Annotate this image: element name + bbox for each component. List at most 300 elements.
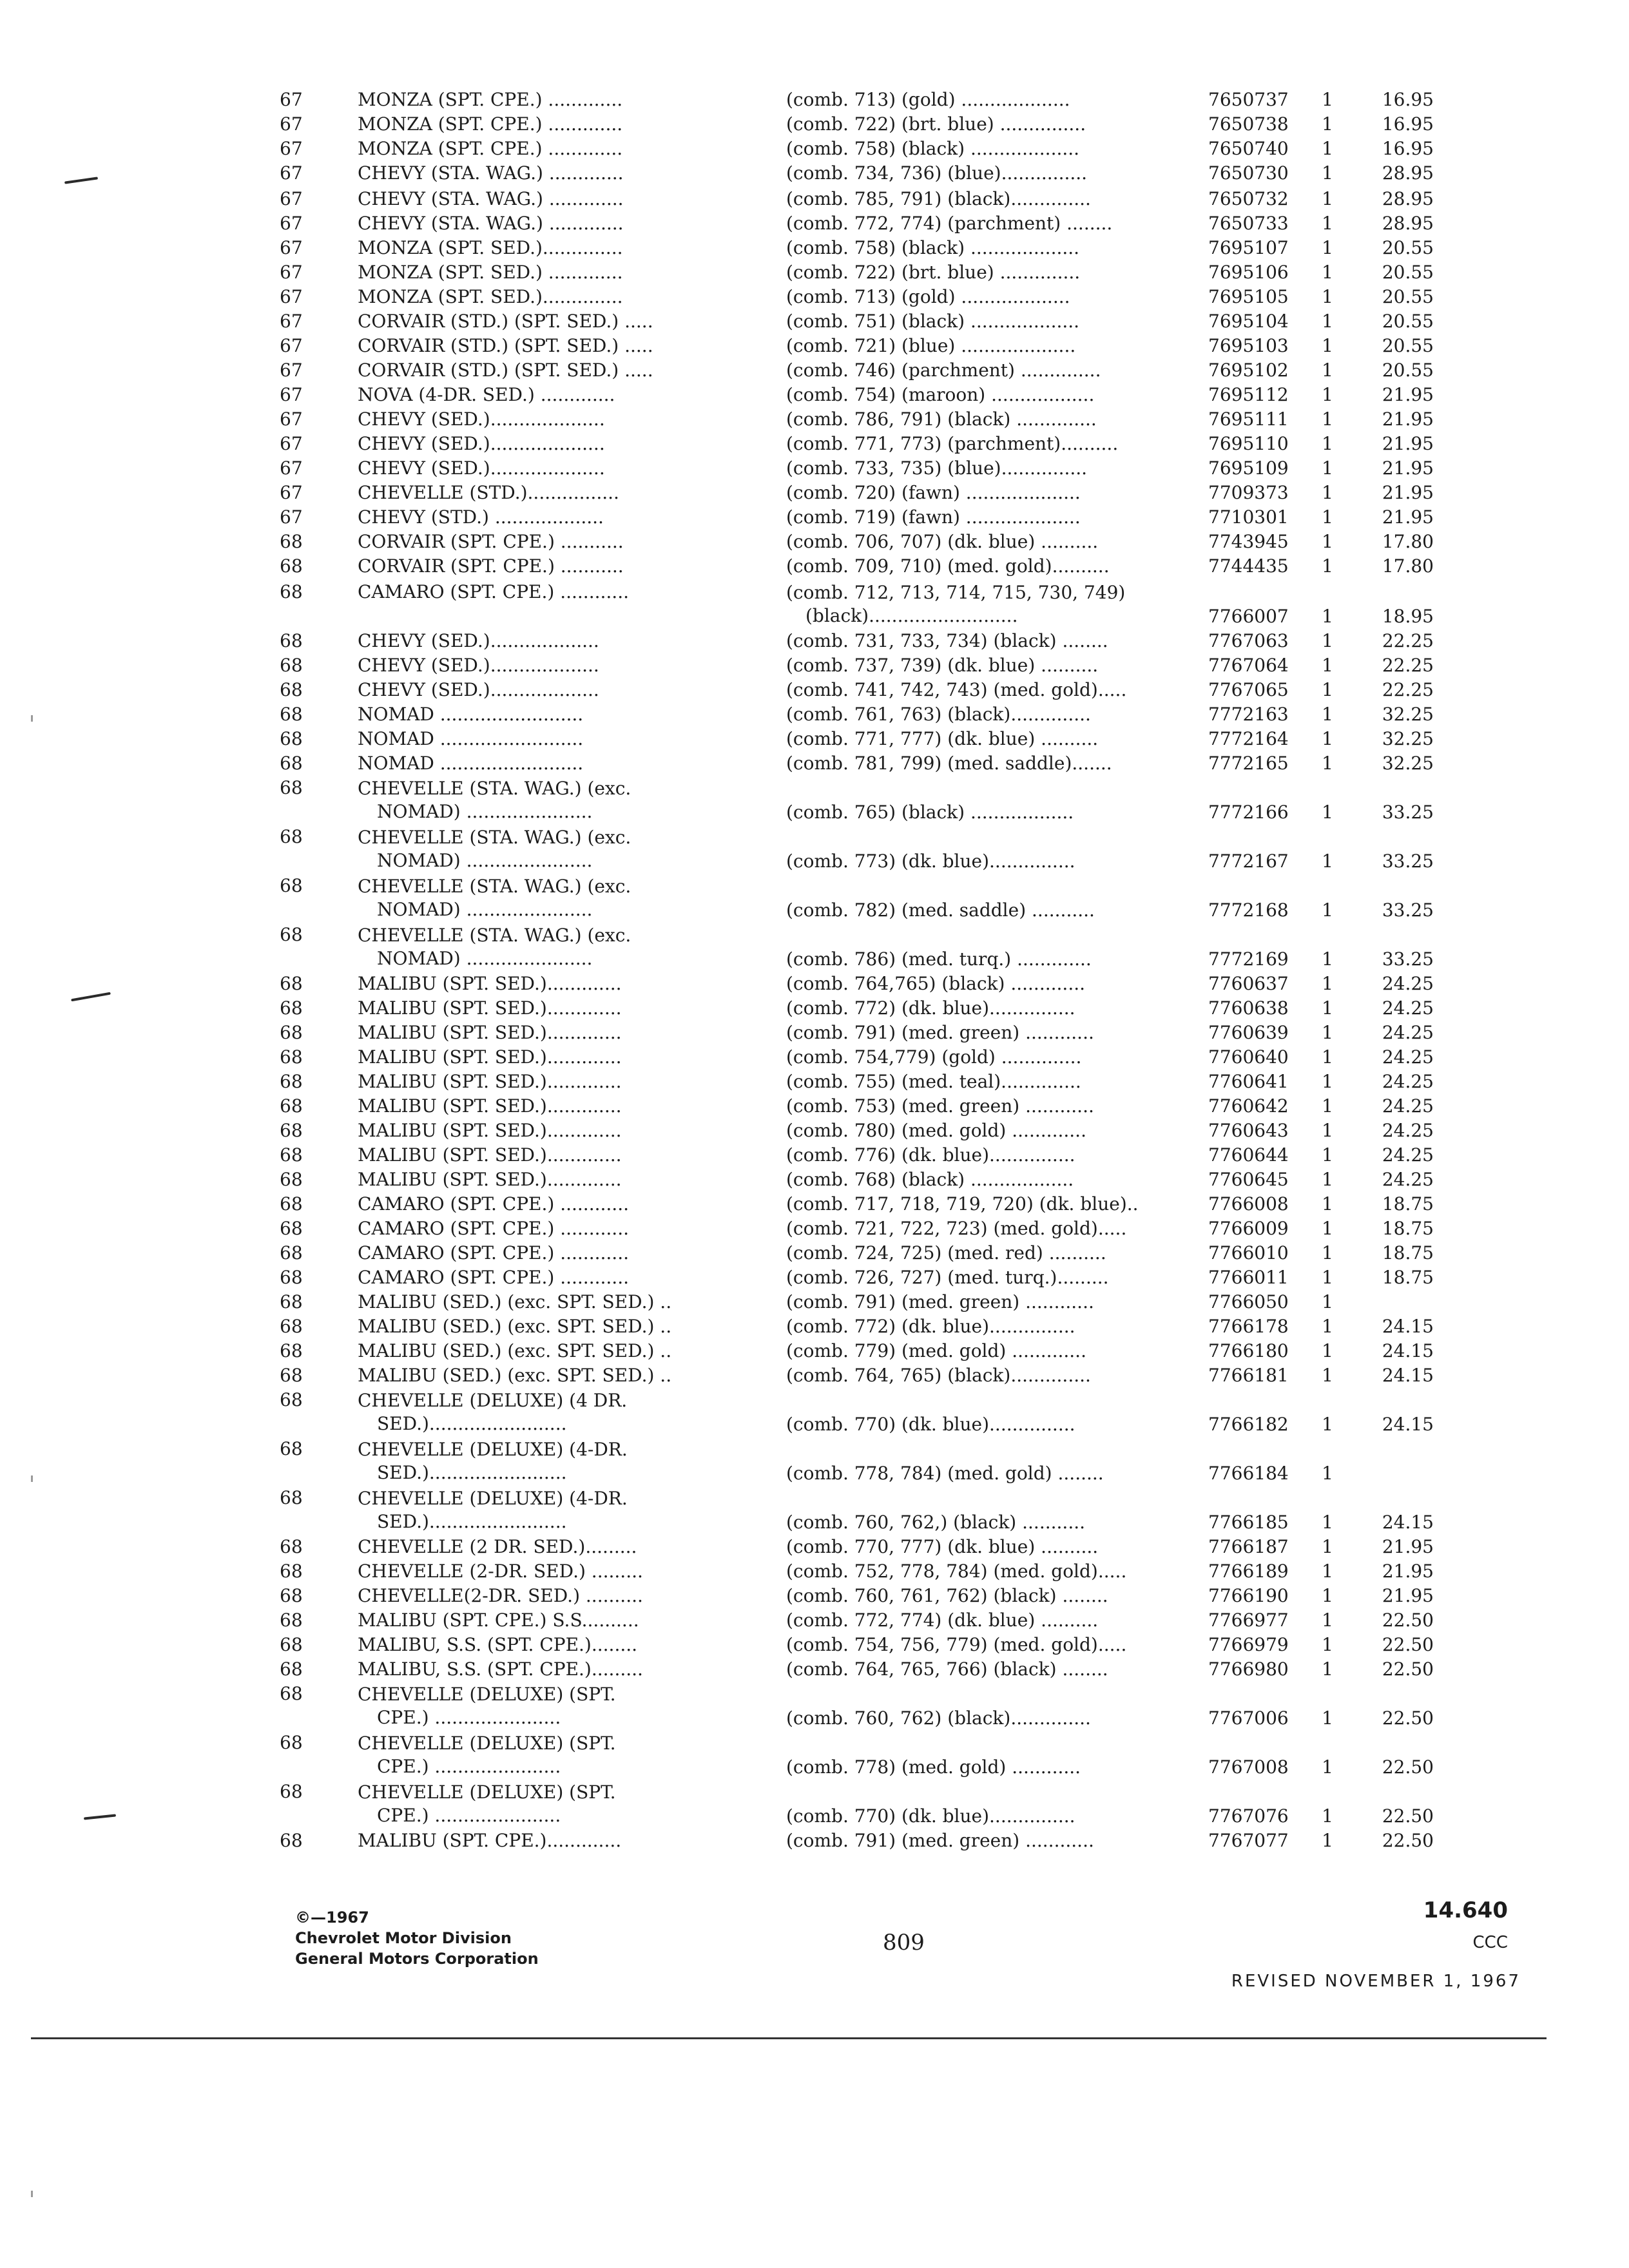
quantity: 1 [1322, 1634, 1333, 1655]
part-number: 7772164 [1208, 728, 1289, 749]
trim-description: (comb. 764, 765, 766) (black) ........ [786, 1658, 1108, 1680]
trim-description: (comb. 734, 736) (blue)............... [786, 162, 1088, 184]
trim-description: (comb. 720) (fawn) .................... [786, 482, 1081, 503]
table-row [0, 188, 1629, 210]
quantity: 1 [1322, 1707, 1333, 1729]
table-row [0, 728, 1629, 750]
part-number: 7695110 [1208, 433, 1289, 454]
table-row [0, 262, 1629, 284]
model-year: 67 [280, 311, 303, 332]
part-number: 7695103 [1208, 335, 1289, 356]
part-number: 7650733 [1208, 213, 1289, 234]
quantity: 1 [1322, 1218, 1333, 1239]
model-year: 68 [280, 1732, 303, 1753]
quantity: 1 [1322, 138, 1333, 159]
trim-description: (comb. 778, 784) (med. gold) ........ [786, 1463, 1104, 1484]
price: 21.95 [1382, 384, 1434, 405]
trim-description: (comb. 785, 791) (black).............. [786, 188, 1091, 209]
model-name: MALIBU (SED.) (exc. SPT. SED.) .. [358, 1291, 672, 1312]
part-number: 7650740 [1208, 138, 1289, 159]
quantity: 1 [1322, 973, 1333, 994]
model-name-line: CHEVELLE (DELUXE) (4-DR. [358, 1439, 628, 1460]
price: 22.50 [1382, 1830, 1434, 1851]
quantity: 1 [1322, 1242, 1333, 1264]
part-number: 7766185 [1208, 1512, 1289, 1533]
model-year: 68 [280, 655, 303, 676]
part-number: 7767063 [1208, 630, 1289, 651]
model-name: MONZA (SPT. SED.) ............. [358, 262, 623, 283]
trim-description: (comb. 752, 778, 784) (med. gold)..... [786, 1561, 1127, 1582]
trim-description: (comb. 780) (med. gold) ............. [786, 1120, 1086, 1141]
quantity: 1 [1322, 1756, 1333, 1778]
trim-description: (comb. 717, 718, 719, 720) (dk. blue).. [786, 1193, 1139, 1215]
model-year: 68 [280, 1561, 303, 1582]
model-year: 67 [280, 360, 303, 381]
table-row [0, 1193, 1629, 1215]
table-row [0, 1340, 1629, 1362]
publisher-block [295, 1907, 539, 1969]
model-name: NOMAD ......................... [358, 728, 584, 749]
price: 32.25 [1382, 704, 1434, 725]
price: 33.25 [1382, 850, 1434, 872]
model-name: CHEVELLE (2-DR. SED.) ......... [358, 1561, 643, 1582]
part-number: 7772169 [1208, 948, 1289, 970]
model-name: MONZA (SPT. CPE.) ............. [358, 113, 623, 135]
quantity: 1 [1322, 555, 1333, 577]
model-year: 67 [280, 335, 303, 356]
part-number: 7760644 [1208, 1144, 1289, 1166]
price: 22.50 [1382, 1634, 1434, 1655]
part-number: 7710301 [1208, 506, 1289, 528]
trim-description: (comb. 733, 735) (blue)............... [786, 457, 1088, 479]
quantity: 1 [1322, 997, 1333, 1019]
table-row [0, 1536, 1629, 1558]
table-row [0, 1218, 1629, 1240]
table-row [0, 408, 1629, 430]
table-row [0, 1242, 1629, 1264]
model-year: 68 [280, 1438, 303, 1459]
quantity: 1 [1322, 311, 1333, 332]
part-number: 7695105 [1208, 286, 1289, 307]
table-row [0, 360, 1629, 381]
model-name: MALIBU (SED.) (exc. SPT. SED.) .. [358, 1365, 672, 1386]
quantity: 1 [1322, 1120, 1333, 1141]
model-name: MALIBU (SPT. CPE.) S.S.......... [358, 1610, 639, 1631]
model-name: CORVAIR (SPT. CPE.) ........... [358, 531, 624, 552]
part-number: 7766010 [1208, 1242, 1289, 1264]
trim-description [786, 581, 1199, 628]
model-name-continuation: NOMAD) ...................... [377, 948, 593, 969]
price: 24.15 [1382, 1316, 1434, 1337]
quantity: 1 [1322, 335, 1333, 356]
model-name: CHEVY (SED.)................... [358, 679, 599, 700]
trim-description: (comb. 776) (dk. blue)............... [786, 1144, 1075, 1166]
table-row [0, 555, 1629, 577]
price: 16.95 [1382, 113, 1434, 135]
price: 17.80 [1382, 555, 1434, 577]
part-number: 7695107 [1208, 237, 1289, 258]
model-year: 67 [280, 286, 303, 307]
part-number: 7760645 [1208, 1169, 1289, 1190]
model-name: MALIBU (SPT. SED.)............. [358, 973, 622, 994]
quantity: 1 [1322, 213, 1333, 234]
trim-description: (comb. 709, 710) (med. gold).......... [786, 555, 1110, 577]
part-number: 7766190 [1208, 1585, 1289, 1606]
model-name: MALIBU (SPT. CPE.)............. [358, 1830, 622, 1851]
model-name-continuation: CPE.) ...................... [377, 1707, 561, 1728]
corporation-name: General Motors Corporation [295, 1950, 539, 1968]
model-name: CAMARO (SPT. CPE.) ............ [358, 1218, 630, 1239]
table-row [0, 679, 1629, 701]
model-name-continuation: CPE.) ...................... [377, 1756, 561, 1777]
copyright: ©—1967 [295, 1908, 369, 1927]
part-number: 7767006 [1208, 1707, 1289, 1729]
part-number: 7695104 [1208, 311, 1289, 332]
part-number: 7772165 [1208, 753, 1289, 774]
quantity: 1 [1322, 1144, 1333, 1166]
price: 22.25 [1382, 679, 1434, 700]
table-row [0, 875, 1629, 921]
quantity: 1 [1322, 1095, 1333, 1117]
model-name: CHEVY (SED.)................... [358, 630, 599, 651]
model-year: 68 [280, 1610, 303, 1631]
bottom-rule [387, 2037, 1547, 2039]
quantity: 1 [1322, 1046, 1333, 1068]
model-name: MALIBU (SPT. SED.)............. [358, 1169, 622, 1190]
model-year: 67 [280, 482, 303, 503]
quantity: 1 [1322, 237, 1333, 258]
trim-description: (comb. 770) (dk. blue)............... [786, 1805, 1075, 1827]
price: 24.25 [1382, 1022, 1434, 1043]
model-year: 68 [280, 1022, 303, 1043]
model-year: 68 [280, 1389, 303, 1410]
table-row [0, 89, 1629, 111]
page-number: 809 [883, 1930, 925, 1956]
quantity: 1 [1322, 1365, 1333, 1386]
table-row [0, 997, 1629, 1019]
model-name: CHEVELLE (2 DR. SED.)......... [358, 1536, 637, 1557]
part-number: 7760637 [1208, 973, 1289, 994]
quantity: 1 [1322, 286, 1333, 307]
price: 24.15 [1382, 1365, 1434, 1386]
model-name: MALIBU (SPT. SED.)............. [358, 1095, 622, 1117]
model-year: 68 [280, 1585, 303, 1606]
part-number: 7709373 [1208, 482, 1289, 503]
quantity: 1 [1322, 679, 1333, 700]
trim-description: (comb. 782) (med. saddle) ........... [786, 899, 1095, 921]
table-row [0, 457, 1629, 479]
revision-date: REVISED NOVEMBER 1, 1967 [1231, 1972, 1521, 1991]
division-name: Chevrolet Motor Division [295, 1929, 512, 1947]
model-name: CHEVELLE(2-DR. SED.) .......... [358, 1585, 643, 1606]
part-number: 7772163 [1208, 704, 1289, 725]
model-name [358, 826, 744, 872]
trim-description: (comb. 772) (dk. blue)............... [786, 997, 1075, 1019]
trim-description: (comb. 713) (gold) ................... [786, 286, 1070, 307]
model-name: NOMAD ......................... [358, 753, 584, 774]
part-number: 7766182 [1208, 1414, 1289, 1435]
quantity: 1 [1322, 1830, 1333, 1851]
trim-description: (comb. 758) (black) ................... [786, 138, 1080, 159]
table-row [0, 506, 1629, 528]
table-row [0, 1732, 1629, 1778]
table-row [0, 753, 1629, 774]
table-row [0, 1291, 1629, 1313]
table-row [0, 777, 1629, 823]
quantity: 1 [1322, 457, 1333, 479]
part-number: 7744435 [1208, 555, 1289, 577]
trim-description: (comb. 706, 707) (dk. blue) .......... [786, 531, 1099, 552]
trim-description: (comb. 764,765) (black) ............. [786, 973, 1086, 994]
part-number: 7766180 [1208, 1340, 1289, 1361]
quantity: 1 [1322, 606, 1333, 627]
model-year: 67 [280, 162, 303, 184]
trim-description: (comb. 751) (black) ................... [786, 311, 1080, 332]
price: 18.75 [1382, 1242, 1434, 1264]
price: 22.50 [1382, 1756, 1434, 1778]
quantity: 1 [1322, 1169, 1333, 1190]
model-name: MALIBU, S.S. (SPT. CPE.)......... [358, 1658, 643, 1680]
model-name: CHEVY (STA. WAG.) ............. [358, 188, 624, 209]
price: 21.95 [1382, 433, 1434, 454]
model-name [358, 1487, 744, 1533]
model-name: CAMARO (SPT. CPE.) ............ [358, 1267, 630, 1288]
model-name: CHEVELLE (STD.)................ [358, 482, 619, 503]
quantity: 1 [1322, 1610, 1333, 1631]
part-number: 7767064 [1208, 655, 1289, 676]
model-name: MALIBU (SPT. SED.)............. [358, 1120, 622, 1141]
model-name [358, 1781, 744, 1827]
part-number: 7767065 [1208, 679, 1289, 700]
table-row [0, 162, 1629, 184]
trim-description: (comb. 771, 777) (dk. blue) .......... [786, 728, 1099, 749]
part-number: 7767076 [1208, 1805, 1289, 1827]
price: 24.25 [1382, 1071, 1434, 1092]
table-row [0, 384, 1629, 406]
quantity: 1 [1322, 802, 1333, 823]
model-name-continuation: NOMAD) ...................... [377, 899, 593, 920]
model-year: 68 [280, 1830, 303, 1851]
table-row [0, 1585, 1629, 1607]
model-name: CHEVY (SED.)................... [358, 655, 599, 676]
trim-description: (comb. 758) (black) ................... [786, 237, 1080, 258]
quantity: 1 [1322, 1536, 1333, 1557]
trim-description: (comb. 770, 777) (dk. blue) .......... [786, 1536, 1099, 1557]
model-name: MALIBU (SPT. SED.)............. [358, 997, 622, 1019]
quantity: 1 [1322, 1805, 1333, 1827]
model-year: 67 [280, 213, 303, 234]
model-name-line: CHEVELLE (DELUXE) (SPT. [358, 1684, 616, 1705]
quantity: 1 [1322, 482, 1333, 503]
quantity: 1 [1322, 1512, 1333, 1533]
part-number: 7766189 [1208, 1561, 1289, 1582]
trim-description-line: (comb. 712, 713, 714, 715, 730, 749) [786, 582, 1126, 603]
model-name-continuation: SED.)........................ [377, 1511, 567, 1532]
table-row [0, 1365, 1629, 1387]
table-row [0, 655, 1629, 677]
section-code: CCC [1472, 1933, 1508, 1952]
price: 20.55 [1382, 335, 1434, 356]
part-number: 7772166 [1208, 802, 1289, 823]
quantity: 1 [1322, 262, 1333, 283]
trim-description: (comb. 741, 742, 743) (med. gold)..... [786, 679, 1127, 700]
model-year: 67 [280, 138, 303, 159]
model-name: CHEVY (STD.) ................... [358, 506, 604, 528]
quantity: 1 [1322, 630, 1333, 651]
table-row [0, 1120, 1629, 1142]
model-year: 68 [280, 581, 303, 602]
trim-description: (comb. 786) (med. turq.) ............. [786, 948, 1092, 970]
model-name [358, 1683, 744, 1729]
model-name-line: CHEVELLE (DELUXE) (SPT. [358, 1782, 616, 1803]
model-name-continuation: SED.)........................ [377, 1462, 567, 1483]
part-number: 7650737 [1208, 89, 1289, 110]
table-row [0, 1144, 1629, 1166]
price: 32.25 [1382, 753, 1434, 774]
part-number: 7766007 [1208, 606, 1289, 627]
price: 24.15 [1382, 1340, 1434, 1361]
model-year: 68 [280, 924, 303, 945]
part-number: 7695112 [1208, 384, 1289, 405]
model-name: CHEVY (SED.).................... [358, 457, 605, 479]
price: 20.55 [1382, 286, 1434, 307]
quantity: 1 [1322, 1193, 1333, 1215]
model-name: MALIBU, S.S. (SPT. CPE.)........ [358, 1634, 638, 1655]
table-row [0, 1095, 1629, 1117]
model-name: NOMAD ......................... [358, 704, 584, 725]
model-name: CAMARO (SPT. CPE.) ............ [358, 1242, 630, 1264]
model-year: 68 [280, 1634, 303, 1655]
part-number: 7760640 [1208, 1046, 1289, 1068]
part-number: 7766178 [1208, 1316, 1289, 1337]
trim-description: (comb. 791) (med. green) ............ [786, 1830, 1094, 1851]
model-name-line: CHEVELLE (DELUXE) (4-DR. [358, 1488, 628, 1509]
model-name [358, 1389, 744, 1436]
part-number: 7695109 [1208, 457, 1289, 479]
price: 17.80 [1382, 531, 1434, 552]
price: 21.95 [1382, 457, 1434, 479]
trim-description-continuation: (black).......................... [805, 605, 1018, 626]
part-number: 7767008 [1208, 1756, 1289, 1778]
part-number: 7772167 [1208, 850, 1289, 872]
model-year: 68 [280, 1536, 303, 1557]
price: 22.50 [1382, 1658, 1434, 1680]
trim-description: (comb. 721, 722, 723) (med. gold)..... [786, 1218, 1127, 1239]
table-row [0, 1022, 1629, 1044]
trim-description: (comb. 754,779) (gold) .............. [786, 1046, 1082, 1068]
trim-description: (comb. 765) (black) .................. [786, 802, 1074, 823]
table-row [0, 1487, 1629, 1533]
trim-description: (comb. 721) (blue) .................... [786, 335, 1076, 356]
trim-description: (comb. 713) (gold) ................... [786, 89, 1070, 110]
table-row [0, 1683, 1629, 1729]
price: 16.95 [1382, 89, 1434, 110]
model-year: 67 [280, 113, 303, 135]
model-year: 68 [280, 1781, 303, 1802]
part-number: 7766187 [1208, 1536, 1289, 1557]
quantity: 1 [1322, 1291, 1333, 1312]
model-name: MONZA (SPT. CPE.) ............. [358, 138, 623, 159]
price: 24.25 [1382, 1169, 1434, 1190]
model-name: CORVAIR (SPT. CPE.) ........... [358, 555, 624, 577]
model-year: 68 [280, 973, 303, 994]
model-year: 68 [280, 1169, 303, 1190]
quantity: 1 [1322, 162, 1333, 184]
model-year: 67 [280, 506, 303, 528]
quantity: 1 [1322, 360, 1333, 381]
model-year: 67 [280, 408, 303, 430]
price: 22.50 [1382, 1610, 1434, 1631]
price: 24.25 [1382, 997, 1434, 1019]
model-year: 68 [280, 1291, 303, 1312]
part-number: 7767077 [1208, 1830, 1289, 1851]
model-year: 68 [280, 1095, 303, 1117]
trim-description: (comb. 726, 727) (med. turq.)......... [786, 1267, 1109, 1288]
table-row [0, 924, 1629, 970]
table-row [0, 213, 1629, 235]
model-name-continuation: NOMAD) ...................... [377, 850, 593, 871]
part-number: 7695102 [1208, 360, 1289, 381]
quantity: 1 [1322, 899, 1333, 921]
table-row [0, 1389, 1629, 1436]
quantity: 1 [1322, 188, 1333, 209]
model-name: MALIBU (SED.) (exc. SPT. SED.) .. [358, 1340, 672, 1361]
trim-description: (comb. 731, 733, 734) (black) ........ [786, 630, 1108, 651]
model-year: 68 [280, 1487, 303, 1508]
trim-description: (comb. 760, 762) (black).............. [786, 1707, 1091, 1729]
model-name: MALIBU (SPT. SED.)............. [358, 1071, 622, 1092]
price: 21.95 [1382, 1585, 1434, 1606]
quantity: 1 [1322, 1071, 1333, 1092]
table-row [0, 1634, 1629, 1656]
quantity: 1 [1322, 113, 1333, 135]
price: 18.75 [1382, 1193, 1434, 1215]
price: 22.50 [1382, 1707, 1434, 1729]
trim-description: (comb. 773) (dk. blue)............... [786, 850, 1075, 872]
part-number: 7760642 [1208, 1095, 1289, 1117]
part-number: 7650730 [1208, 162, 1289, 184]
model-name-line: CHEVELLE (STA. WAG.) (exc. [358, 876, 631, 897]
table-row [0, 531, 1629, 553]
part-number: 7766009 [1208, 1218, 1289, 1239]
trim-description: (comb. 746) (parchment) .............. [786, 360, 1101, 381]
table-row [0, 286, 1629, 308]
model-year: 68 [280, 1120, 303, 1141]
table-row [0, 1658, 1629, 1680]
model-name: CHEVY (STA. WAG.) ............. [358, 213, 624, 234]
part-number: 7766181 [1208, 1365, 1289, 1386]
price: 21.95 [1382, 506, 1434, 528]
quantity: 1 [1322, 1316, 1333, 1337]
price: 28.95 [1382, 162, 1434, 184]
table-row [0, 704, 1629, 726]
model-name-continuation: SED.)........................ [377, 1413, 567, 1434]
part-number: 7766184 [1208, 1463, 1289, 1484]
model-name-line: CHEVELLE (STA. WAG.) (exc. [358, 778, 631, 799]
model-name [358, 1438, 744, 1485]
model-year: 68 [280, 1046, 303, 1068]
model-name: CHEVY (STA. WAG.) ............. [358, 162, 624, 184]
price: 20.55 [1382, 360, 1434, 381]
model-year: 68 [280, 1071, 303, 1092]
part-number: 7766008 [1208, 1193, 1289, 1215]
model-year: 68 [280, 1242, 303, 1264]
model-year: 68 [280, 1218, 303, 1239]
model-year: 67 [280, 457, 303, 479]
model-year: 68 [280, 704, 303, 725]
price: 28.95 [1382, 213, 1434, 234]
quantity: 1 [1322, 1463, 1333, 1484]
